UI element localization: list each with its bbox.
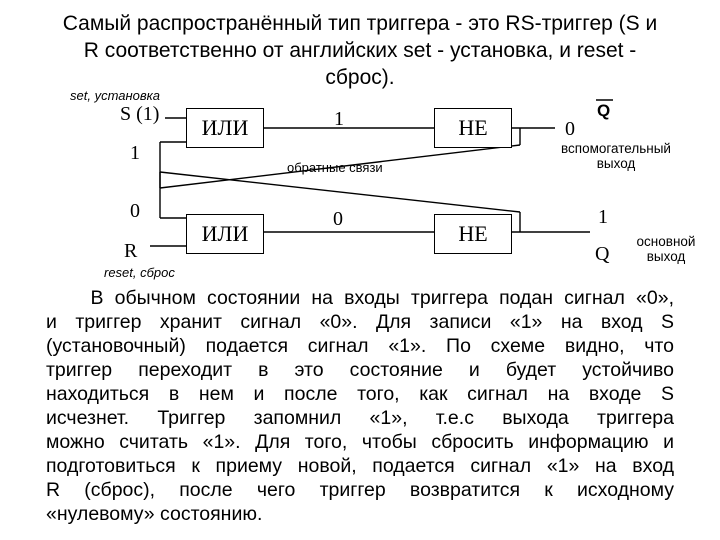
reset-caption: reset, сброс <box>104 265 175 280</box>
aux-output-label-2: выход <box>596 156 636 171</box>
not-gate-top <box>434 108 512 148</box>
aux-output-label-1: вспомогательный <box>561 141 671 156</box>
main-output-label <box>626 234 706 264</box>
feedback-bottom-to-top <box>160 172 520 212</box>
mid-bottom-value: 0 <box>333 208 343 230</box>
paragraph-line: (установочный) подается сигнал «1». По схеме видно, что <box>46 335 674 357</box>
or-gate-top-label: ИЛИ <box>201 115 249 140</box>
out-top-name: Q <box>597 101 611 120</box>
or-gate-bottom-label: ИЛИ <box>201 221 249 246</box>
s-input-label: S (1) <box>120 103 160 125</box>
paragraph-line: исчезнет. Триггер запомнил «1», т.е.с выхода триггера <box>46 407 674 429</box>
paragraph-line: можно считать «1». Для того, чтобы сбросить информацию и <box>46 431 674 453</box>
mid-top-value: 1 <box>334 108 344 130</box>
title-line-3: сброс). <box>325 66 395 89</box>
main-output-label-1: основной <box>636 234 696 249</box>
title-line-2: R соответственно от английских set - установка, и reset - <box>83 39 637 62</box>
out-bottom-name: Q <box>595 243 610 265</box>
paragraph-line: и триггер хранит сигнал «0». Для записи «1» на вход S <box>46 311 674 333</box>
paragraph-line: R (сброс), после чего триггер возвратится к исходному <box>46 479 674 501</box>
out-top-value: 0 <box>565 118 575 140</box>
paragraph-line: находиться в нем и после того, как сигнал на входе S <box>46 383 674 405</box>
not-gate-bottom-label: НЕ <box>458 221 488 246</box>
or-gate-top <box>186 108 264 148</box>
or-gate-bottom <box>186 214 264 254</box>
out-bottom-value: 1 <box>598 206 608 228</box>
not-gate-top-label: НЕ <box>458 115 488 140</box>
lower-left-value: 0 <box>130 200 140 222</box>
upper-left-value: 1 <box>130 142 140 164</box>
aux-output-label <box>550 141 682 171</box>
explanation-paragraph <box>46 286 674 526</box>
main-output-label-2: выход <box>646 249 686 264</box>
not-gate-bottom <box>434 214 512 254</box>
feedback-label: обратные связи <box>287 160 383 175</box>
paragraph-line: подготовиться к приему новой, подается сигнал «1» на вход <box>46 455 674 477</box>
paragraph-line: триггер переходит в это состояние и будет устойчиво <box>46 359 674 381</box>
paragraph-line: В обычном состоянии на входы триггера подан сигнал «0», <box>46 287 674 309</box>
r-input-label: R <box>124 240 138 262</box>
set-caption: set, установка <box>70 88 161 103</box>
paragraph-line: «нулевому» состоянию. <box>46 503 263 525</box>
title-line-1: Самый распространённый тип триггера - это RS-триггер (S и <box>62 12 658 35</box>
